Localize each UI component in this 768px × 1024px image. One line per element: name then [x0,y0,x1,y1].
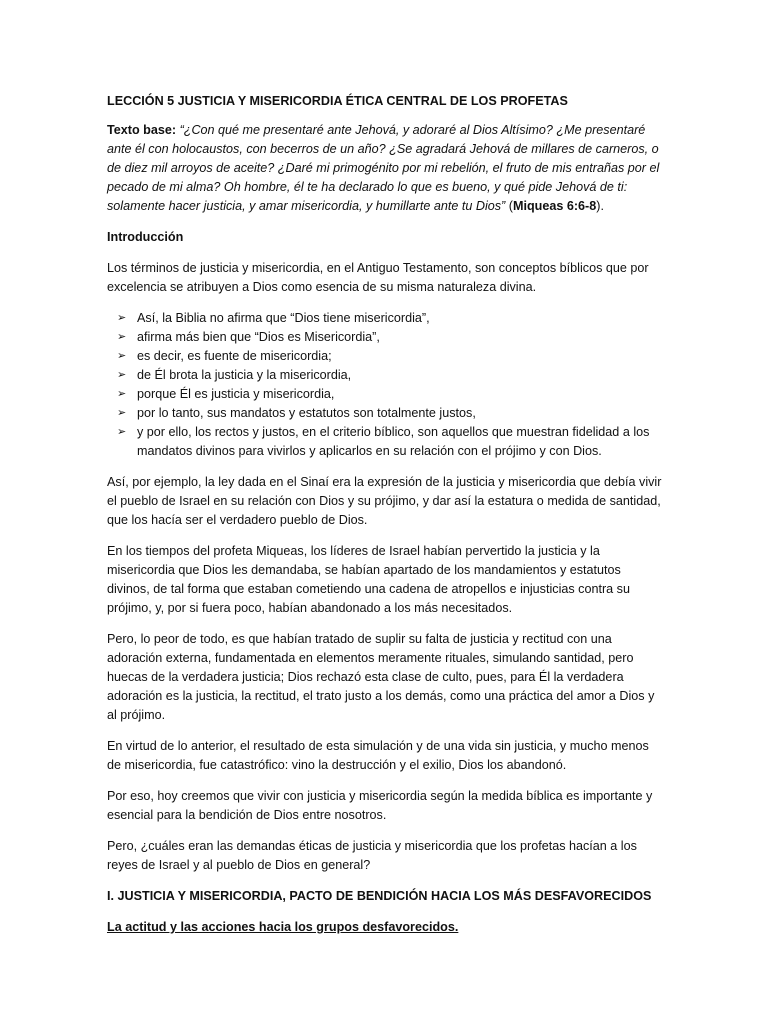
list-item-text: de Él brota la justicia y la misericordia, [137,368,352,382]
introduccion-heading: Introducción [107,230,184,244]
bible-reference: Miqueas 6:6-8 [512,199,597,213]
intro-paragraph-7: Pero, ¿cuáles eran las demandas éticas de justicia y misericordia que los profetas hacían a los reyes de Israel y al pueblo de Dios en general? [107,839,637,872]
list-item [107,423,663,461]
arrow-bullet-icon: ➢ [117,312,127,324]
list-item-text: porque Él es justicia y misericordia, [137,387,335,401]
arrow-bullet-icon: ➢ [117,331,127,343]
intro-paragraph-6: Por eso, hoy creemos que vivir con justicia y misericordia según la medida bíblica es importante y esencial para la bendición de Dios entre nosotros. [107,789,653,822]
list-item [107,328,663,347]
list-item-text: y por ello, los rectos y justos, en el criterio bíblico, son aquellos que muestran fidelidad a los mandatos divinos para vivirlos y aplicarlos en su relación con el prójimo y con Dios. [137,425,650,458]
texto-base-label: Texto base: [107,123,177,137]
list-item-text: afirma más bien que “Dios es Misericordia”, [137,330,380,344]
list-item [107,385,663,404]
ref-close: ). [596,199,604,213]
texto-base-paragraph [107,121,663,216]
section-1-subheading: La actitud y las acciones hacia los grupos desfavorecidos. [107,920,459,934]
texto-base-quote: “¿Con qué me presentaré ante Jehová, y adoraré al Dios Altísimo? ¿Me presentaré ante él con holocaustos, con becerros de un año? ¿Se agradará Jehová de millares de carneros, o de diez mil arroyos de aceite? ¿Daré mi primogénito por mi rebelión, el fruto de mis entrañas por el pecado de mi alma? Oh hombre, él te ha declarado lo que es bueno, y qué pide Jehová de ti: solamente hacer justicia, y amar misericordia, y humillarte ante tu Dios” [107,123,660,213]
list-item [107,366,663,385]
ref-open: ( [505,199,513,213]
arrow-bullet-icon: ➢ [117,426,127,438]
list-item-text: Así, la Biblia no afirma que “Dios tiene misericordia”, [137,311,430,325]
arrow-bullet-list [107,309,663,461]
list-item [107,347,663,366]
section-1-heading: I. JUSTICIA Y MISERICORDIA, PACTO DE BENDICIÓN HACIA LOS MÁS DESFAVORECIDOS [107,889,652,903]
arrow-bullet-icon: ➢ [117,407,127,419]
intro-paragraph-4: Pero, lo peor de todo, es que habían tratado de suplir su falta de justicia y rectitud con una adoración externa, fundamentada en elementos meramente rituales, simulando santidad, pero huecas de la verdadera justicia; Dios rechazó esta clase de culto, pues, para Él la verdadera adoración es la justicia, la rectitud, el trato justo a los demás, como una práctica del amor a Dios y al prójimo. [107,632,655,722]
list-item [107,404,663,423]
intro-paragraph-2: Así, por ejemplo, la ley dada en el Sinaí era la expresión de la justicia y misericordia que debía vivir el pueblo de Israel en su relación con Dios y su prójimo, y dar así la estatura o medida de santidad, que los hacía ser el verdadero pueblo de Dios. [107,475,662,527]
arrow-bullet-icon: ➢ [117,350,127,362]
lesson-title: LECCIÓN 5 JUSTICIA Y MISERICORDIA ÉTICA CENTRAL DE LOS PROFETAS [107,94,568,108]
intro-paragraph-5: En virtud de lo anterior, el resultado de esta simulación y de una vida sin justicia, y mucho menos de misericordia, fue catastrófico: vino la destrucción y el exilio, Dios los abandonó. [107,739,649,772]
list-item-text: es decir, es fuente de misericordia; [137,349,332,363]
arrow-bullet-icon: ➢ [117,369,127,381]
intro-paragraph-1: Los términos de justicia y misericordia, en el Antiguo Testamento, son conceptos bíblicos que por excelencia se atribuyen a Dios como esencia de su misma naturaleza divina. [107,261,649,294]
list-item [107,309,663,328]
document-page [107,92,663,937]
intro-paragraph-3: En los tiempos del profeta Miqueas, los líderes de Israel habían pervertido la justicia y la misericordia que Dios les demandaba, se habían apartado de los mandamientos y estatutos divinos, de tal forma que estaban cometiendo una cadena de atropellos e injusticias contra su prójimo, y, por si fuera poco, habían abandonado a los más necesitados. [107,544,630,615]
arrow-bullet-icon: ➢ [117,388,127,400]
list-item-text: por lo tanto, sus mandatos y estatutos son totalmente justos, [137,406,476,420]
